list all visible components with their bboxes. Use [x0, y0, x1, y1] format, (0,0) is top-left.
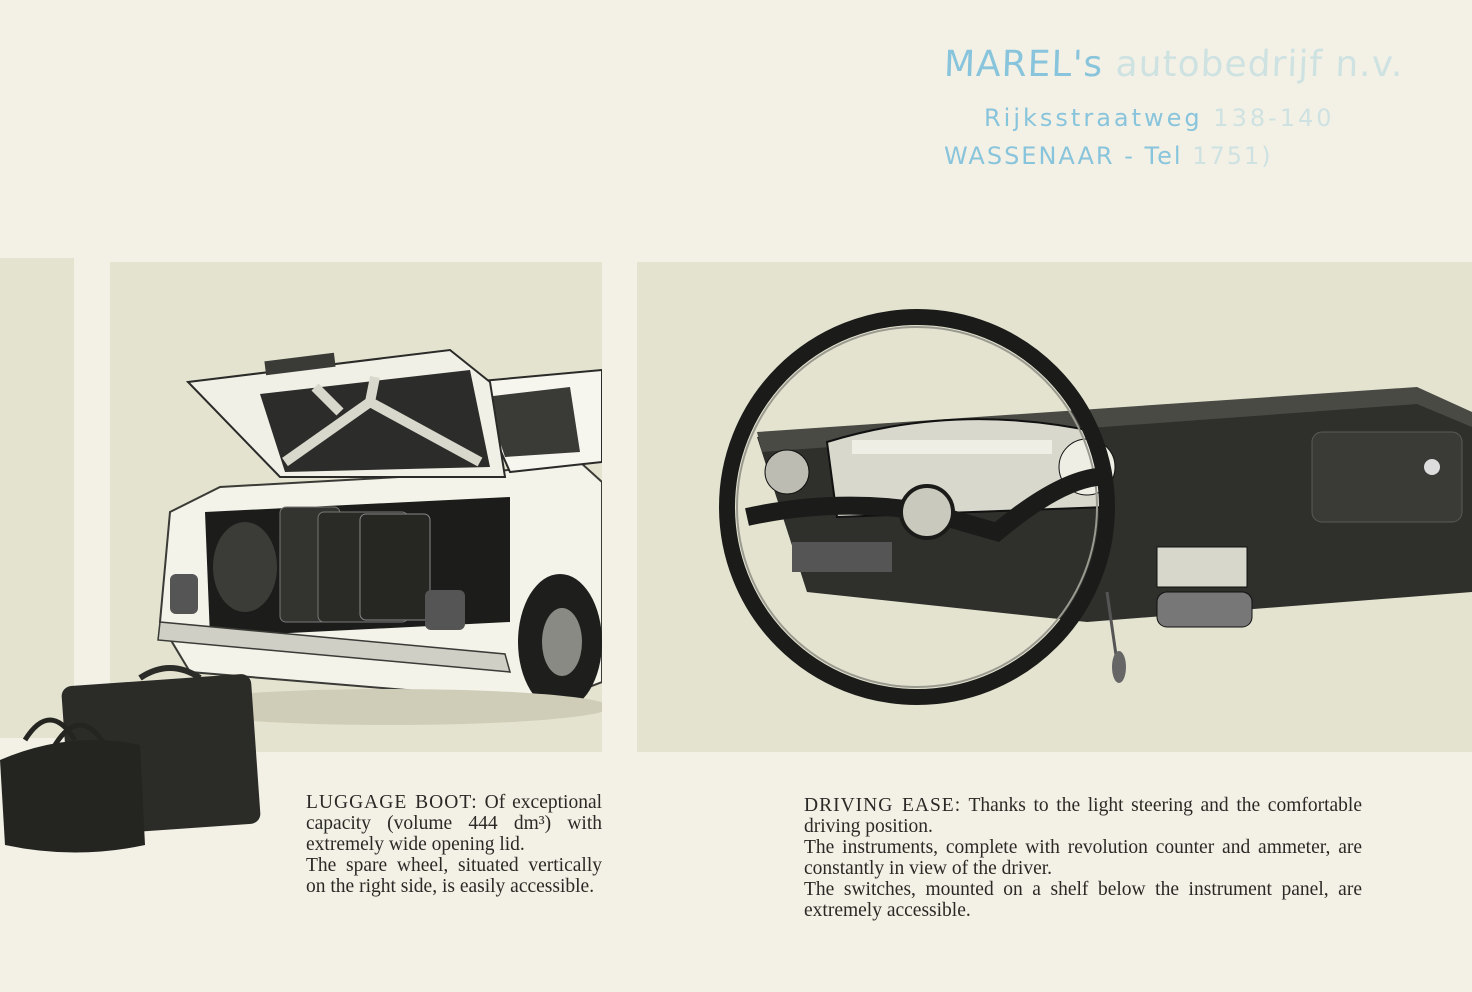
- stamp-line-2: Rijksstraatweg 138-140: [984, 104, 1335, 132]
- caption-title: LUGGAGE BOOT:: [306, 792, 478, 813]
- dealer-stamp: [930, 30, 1405, 180]
- stamp-line-1: MAREL's autobedrijf n.v.: [943, 44, 1405, 85]
- caption-text: The switches, mounted on a shelf below the instrument panel, are extremely accessible.: [804, 879, 1362, 921]
- caption-text: The spare wheel, situated vertically on the right side, is easily accessible.: [306, 855, 602, 897]
- caption-text: The instruments, complete with revolution counter and ammeter, are constantly in view of the driver.: [804, 837, 1362, 879]
- dashboard-illustration: [637, 262, 1472, 752]
- driving-ease-photo: [637, 262, 1472, 752]
- driving-ease-caption: [804, 795, 1362, 921]
- stamp-line-3: WASSENAAR - Tel 1751): [944, 142, 1273, 170]
- luggage-boot-caption: [306, 792, 602, 897]
- caption-title: DRIVING EASE:: [804, 795, 962, 816]
- loose-luggage-illustration: [0, 660, 270, 880]
- caption-text: Of exceptional capacity (volume 444 dm³) with extremely wide opening lid.: [306, 792, 603, 855]
- caption-text: Thanks to the light steering and the comfortable driving position.: [804, 795, 1362, 837]
